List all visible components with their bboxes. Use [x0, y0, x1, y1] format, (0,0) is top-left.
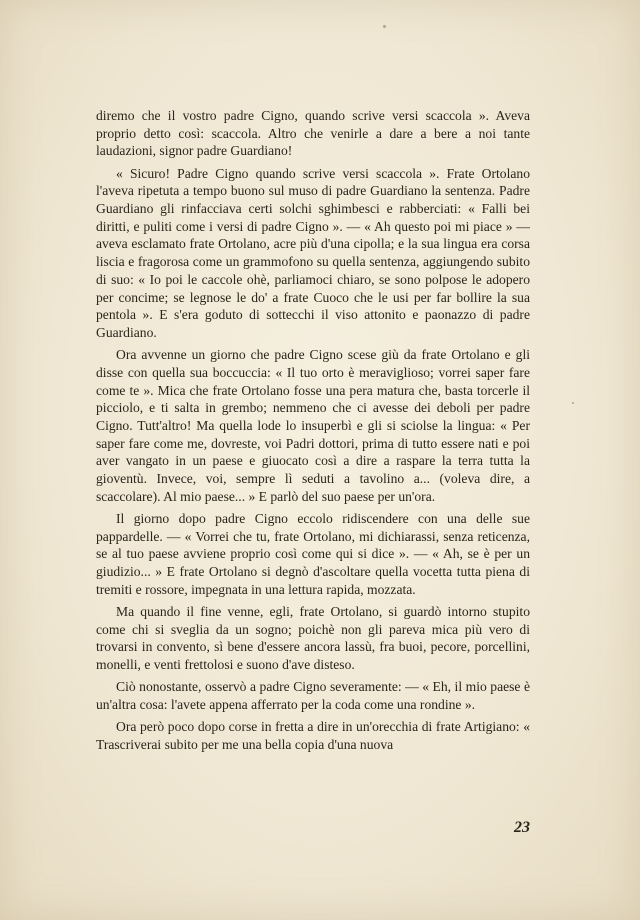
paragraph: Ma quando il fine venne, egli, frate Ortolano, si guardò intorno stupito come chi si sveglia da un sogno; poichè non gli pareva mica più vero di trovarsi in convento, sì bene d'essere ancora lassù, fra buoi, pecore, porcellini, monelli, e venti frettolosi e suono d'ave disteso. — [96, 603, 530, 673]
page-number: 23 — [514, 819, 530, 836]
paragraph: Ciò nonostante, osservò a padre Cigno severamente: — « Eh, il mio paese è un'altra cosa: l'avete appena afferrato per la coda come una rondine ». — [96, 679, 530, 712]
paragraph: Ora però poco dopo corse in fretta a dire in un'orecchia di frate Artigiano: « Trascriverai subito per me una bella copia d'una nuova — [96, 719, 530, 752]
paper-speck — [383, 25, 386, 28]
paper-speck — [572, 402, 574, 404]
paragraph: « Sicuro! Padre Cigno quando scrive versi scaccola ». Frate Ortolano l'aveva ripetuta a tempo buono sul muso di padre Guardiano la sentenza. Padre Guardiano gli rinfacciava certi solchi sghimbesci e rabberciati: « Falli bei diritti, e puliti come i versi di padre Cigno ». — « Ah questo poi mi piace » — aveva esclamato frate Ortolano, acre più d'una cipolla; e la sua lingua era corsa liscia e fragorosa come un grammofono su quella sentenza, aggiungendo subito di suo: « Io poi le caccole ohè, parliamoci chiaro, se sono polpose le adopero per concime; se legnose le do' a frate Cuoco che le usi per far bollire la sua pentola ». E s'era goduto di sottecchi il viso attonito e paonazzo di padre Guardiano. — [96, 165, 530, 340]
paragraph: Il giorno dopo padre Cigno eccolo ridiscendere con una delle sue pappardelle. — « Vorrei che tu, frate Ortolano, mi dichiarassi, senza reticenza, se al tuo paese avviene proprio così come qui si dice ». — « Ah, se è per un giudizio... » E frate Ortolano si degnò d'ascoltare quella vocetta tutta piena di tremiti e rossore, impegnata in una lettura rapida, mozzata. — [96, 510, 530, 597]
paragraph: diremo che il vostro padre Cigno, quando scrive versi scaccola ». Aveva proprio detto così: scaccola. Altro che venirle a dare a bere a noi tante laudazioni, signor padre Guardiano! — [96, 108, 530, 159]
body-text — [96, 107, 530, 758]
paragraph: Ora avvenne un giorno che padre Cigno scese giù da frate Ortolano e gli disse con quella sua boccuccia: « Il tuo orto è meraviglioso; vorrei saper fare come te ». Mica che frate Ortolano fosse una pera matura che, basta torcerle il picciolo, e ti salta in grembo; nemmeno che ci avesse dei deboli per padre Cigno. Tutt'altro! Ma quella lode lo insuperbì e gli si sciolse la lingua: « Per saper fare come me, dovreste, voi Padri dottori, prima di tutto essere nati e poi aver vangato in un paese e giuocato così a dire a raspare la terra tutta la gioventù. Invece, voi, sempre lì seduti a tavolino a... (voleva dire, a scaccolare). Al mio paese... » E parlò del suo paese per un'ora. — [96, 347, 530, 504]
